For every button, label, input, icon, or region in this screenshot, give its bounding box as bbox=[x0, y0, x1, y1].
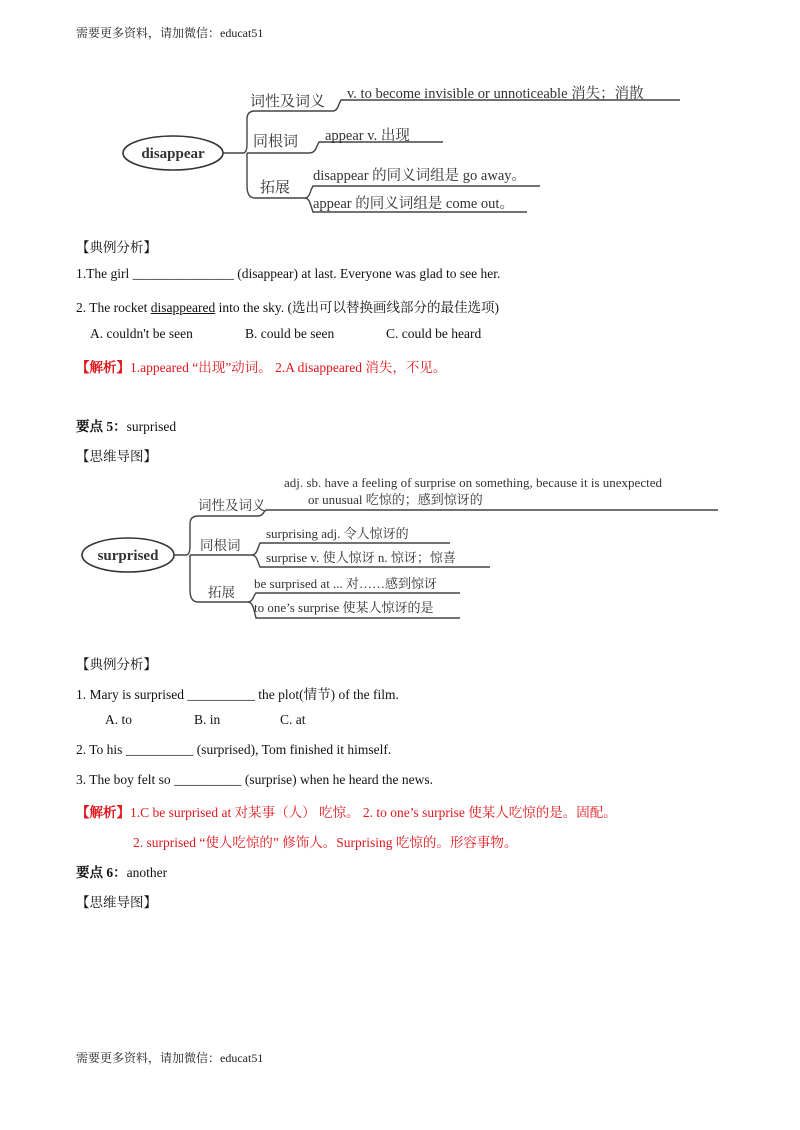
mindmap-surprised bbox=[80, 472, 725, 624]
mindmap-ext-2: appear 的同义词组是 come out。 bbox=[313, 196, 514, 212]
mindmap-center-label: disappear bbox=[141, 146, 205, 162]
branch-label-pos: 词性及词义 bbox=[198, 498, 266, 513]
mindmap-disappear bbox=[115, 74, 690, 219]
point-6-title: 要点 6：another bbox=[76, 865, 168, 880]
example-heading: 【典例分析】 bbox=[76, 240, 157, 255]
branch-label-ext: 拓展 bbox=[208, 585, 235, 600]
footer-note: 需要更多资料，请加微信：educat51 bbox=[76, 1051, 264, 1065]
branch-label-root: 同根词 bbox=[253, 134, 299, 150]
option-2-a: A. to bbox=[105, 712, 132, 727]
mindmap-ext-1: be surprised at ... 对……感到惊讶 bbox=[254, 576, 438, 591]
mindmap-ext-2: to one’s surprise 使某人惊讶的是 bbox=[254, 600, 434, 615]
analysis-1: 【解析】1.appeared “出现”动词。 2.A disappeared 消失，不见。 bbox=[76, 360, 447, 375]
question-2: 2. The rocket disappeared into the sky. (选出可以替换画线部分的最佳选项) bbox=[76, 300, 499, 315]
mindmap-definition-1: adj. sb. have a feeling of surprise on something, because it is unexpected bbox=[284, 475, 662, 490]
question-2-2: 2. To his __________ (surprised), Tom finished it himself. bbox=[76, 742, 392, 757]
question-2-1: 1. Mary is surprised __________ the plot(情节) of the film. bbox=[76, 687, 399, 702]
mindmap-definition-2: or unusual 吃惊的；感到惊讶的 bbox=[308, 492, 483, 507]
mindmap-root-word: appear v. 出现 bbox=[325, 128, 410, 144]
example-heading-2: 【典例分析】 bbox=[76, 657, 157, 672]
point-5-title: 要点 5：surprised bbox=[76, 419, 177, 434]
option-c: C. could be heard bbox=[386, 326, 482, 341]
mindmap-center-label: surprised bbox=[97, 548, 159, 564]
question-2-3: 3. The boy felt so __________ (surprise) when he heard the news. bbox=[76, 772, 434, 787]
branch-label-pos: 词性及词义 bbox=[250, 94, 326, 110]
option-2-c: C. at bbox=[280, 712, 306, 727]
mindmap-root-2: surprise v. 使人惊讶 n. 惊讶；惊喜 bbox=[266, 550, 456, 565]
mindmap-ext-1: disappear 的同义词组是 go away。 bbox=[313, 168, 527, 184]
option-2-b: B. in bbox=[194, 712, 221, 727]
mindmap-heading-5: 【思维导图】 bbox=[76, 449, 157, 464]
option-b: B. could be seen bbox=[245, 326, 335, 341]
underlined-word: disappeared bbox=[150, 300, 216, 315]
option-a: A. couldn't be seen bbox=[90, 326, 193, 341]
analysis-2-line-1: 【解析】1.C be surprised at 对某事（人） 吃惊。 2. to one’s surprise 使某人吃惊的是。固配。 bbox=[76, 805, 617, 820]
question-1: 1.The girl _______________ (disappear) at last. Everyone was glad to see her. bbox=[76, 266, 501, 281]
mindmap-definition: v. to become invisible or unnoticeable 消失；消散 bbox=[347, 86, 644, 102]
mindmap-root-1: surprising adj. 令人惊讶的 bbox=[266, 526, 409, 541]
analysis-2-line-2: 2. surprised “使人吃惊的” 修饰人。Surprising 吃惊的。形容事物。 bbox=[133, 835, 518, 850]
header-note: 需要更多资料，请加微信：educat51 bbox=[76, 26, 264, 40]
branch-label-ext: 拓展 bbox=[260, 180, 291, 196]
mindmap-heading-6: 【思维导图】 bbox=[76, 895, 157, 910]
branch-label-root: 同根词 bbox=[200, 538, 241, 553]
